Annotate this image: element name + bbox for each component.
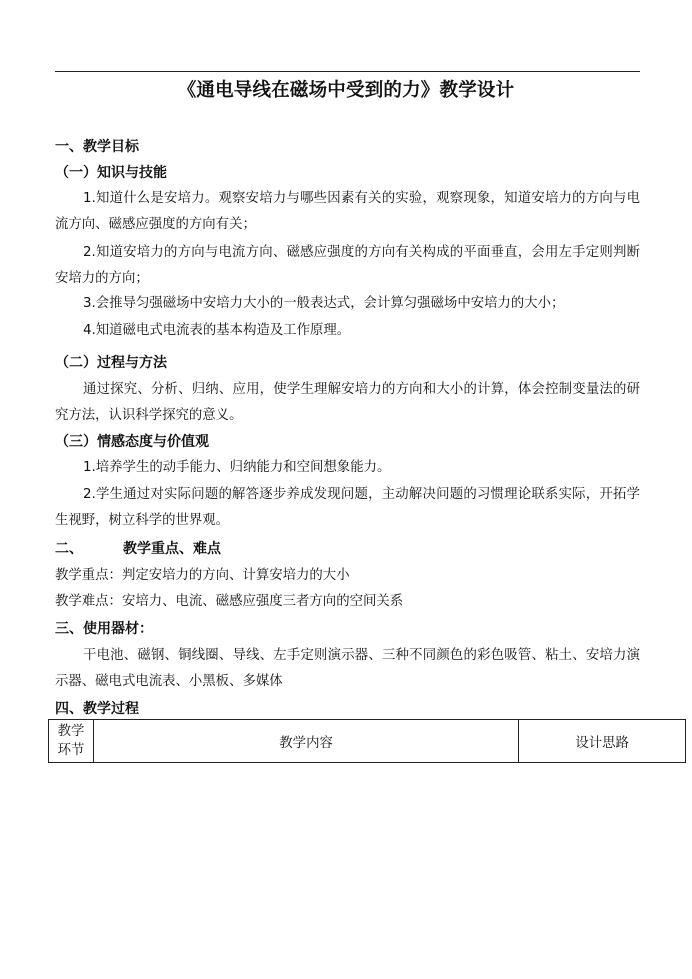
section-keypoints-number: 二、: [55, 541, 83, 557]
table-header-stage-line2: 环节: [57, 743, 85, 758]
table-header-design: 设计思路: [519, 720, 686, 763]
knowledge-item-2: 2.知道安培力的方向与电流方向、磁感应强度的方向有关构成的平面垂直，会用左手定则判断安培力的方向；: [55, 245, 640, 286]
key-points-line: 教学重点：判定安培力的方向、计算安培力的大小: [55, 568, 350, 583]
subsection-process-heading: （二）过程与方法: [55, 355, 167, 371]
subsection-knowledge-heading: （一）知识与技能: [55, 165, 167, 181]
section-equipment-heading: 三、使用器材：: [55, 621, 153, 637]
section-process-heading: 四、教学过程: [55, 701, 139, 717]
section-objectives-heading: 一、教学目标: [55, 139, 139, 155]
attitude-item-2: 2.学生通过对实际问题的解答逐步养成发现问题，主动解决问题的习惯理论联系实际，开拓学生视野，树立科学的世界观。: [55, 487, 640, 528]
table-header-row: [49, 720, 686, 763]
knowledge-item-4: 4.知道磁电式电流表的基本构造及工作原理。: [83, 323, 351, 338]
difficulty-line: 教学难点：安培力、电流、磁感应强度三者方向的空间关系: [55, 594, 404, 609]
process-text: 通过探究、分析、归纳、应用，使学生理解安培力的方向和大小的计算，体会控制变量法的研究方法，认识科学探究的意义。: [55, 382, 640, 423]
equipment-text: 干电池、磁钢、铜线圈、导线、左手定则演示器、三种不同颜色的彩色吸管、粘土、安培力演示器、磁电式电流表、小黑板、多媒体: [55, 648, 640, 689]
table-header-stage: [49, 720, 94, 763]
table-header-stage-line1: 教学: [57, 724, 85, 739]
subsection-attitude-heading: （三）情感态度与价值观: [55, 434, 209, 450]
header-rule: [55, 71, 640, 72]
teaching-process-table: [48, 719, 686, 763]
section-keypoints-title: 教学重点、难点: [123, 541, 221, 557]
attitude-item-1: 1.培养学生的动手能力、归纳能力和空间想象能力。: [83, 460, 391, 475]
knowledge-item-1: 1.知道什么是安培力。观察安培力与哪些因素有关的实验，观察现象，知道安培力的方向与电流方向、磁感应强度的方向有关；: [55, 191, 640, 232]
section-keypoints-heading: [55, 539, 221, 559]
document-title: 《通电导线在磁场中受到的力》教学设计: [177, 80, 515, 101]
table-header-content: 教学内容: [93, 720, 518, 763]
knowledge-item-3: 3.会推导匀强磁场中安培力大小的一般表达式，会计算匀强磁场中安培力的大小；: [83, 296, 565, 311]
